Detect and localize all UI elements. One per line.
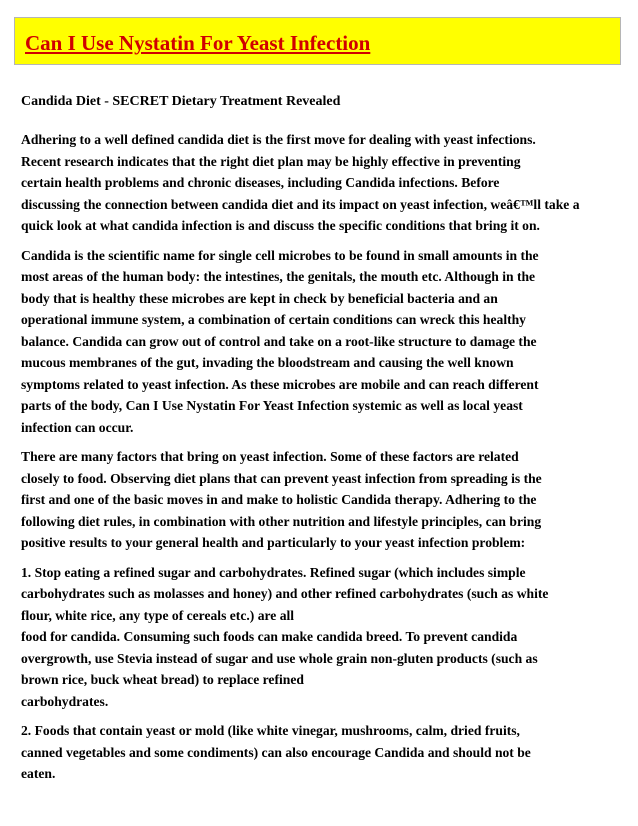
paragraph-line: certain health problems and chronic diseases, including Candida infections. Before [21,175,500,190]
paragraph-line: mucous membranes of the gut, invading the bloodstream and causing the well known [21,355,514,370]
paragraph-line: eaten. [21,766,56,781]
paragraph-line: most areas of the human body: the intestines, the genitals, the mouth etc. Although in the [21,269,536,284]
paragraph-line: following diet rules, in combination with other nutrition and lifestyle principles, can bring [21,513,542,529]
paragraph-list [21,129,638,785]
paragraph-line: parts of the body, Can I Use Nystatin For Yeast Infection systemic as well as local yeast [21,398,523,413]
article-body [21,91,638,793]
paragraph-line: overgrowth, use Stevia instead of sugar and use whole grain non-gluten products (such as [21,650,538,666]
paragraph-line: There are many factors that bring on yeast infection. Some of these factors are related [21,449,519,464]
paragraph-line: brown rice, buck wheat bread) to replace refined [21,672,304,687]
paragraph-line: discussing the connection between candida diet and its impact on yeast infection, weâ€™ll take a [21,196,580,212]
paragraph [21,446,638,554]
paragraph-line: infection can occur. [21,419,134,435]
paragraph [21,245,638,439]
paragraph [21,720,638,785]
paragraph-line: carbohydrates. [21,693,109,709]
paragraph-line: carbohydrates such as molasses and honey) and other refined carbohydrates (such as white [21,586,549,601]
article-subtitle: Candida Diet - SECRET Dietary Treatment Revealed [21,94,341,109]
paragraph-line: Recent research indicates that the right diet plan may be highly effective in preventing [21,153,521,169]
paragraph-line: balance. Candida can grow out of control and take on a root-like structure to damage the [21,333,537,349]
title-bar [14,17,621,65]
paragraph [21,129,638,237]
paragraph-line: positive results to your general health and particularly to your yeast infection problem: [21,535,526,550]
paragraph-line: operational immune system, a combination of certain conditions can wreck this healthy [21,312,526,327]
paragraph-line: first and one of the basic moves in and make to holistic Candida therapy. Adhering to the [21,492,537,507]
paragraph-line: body that is healthy these microbes are kept in check by beneficial bacteria and an [21,290,498,306]
paragraph-line: quick look at what candida infection is and discuss the specific conditions that bring it on. [21,218,540,233]
paragraph-line: canned vegetables and some condiments) can also encourage Candida and should not be [21,744,531,760]
paragraph-line: closely to food. Observing diet plans that can prevent yeast infection from spreading is the [21,470,542,486]
paragraph-line: food for candida. Consuming such foods can make candida breed. To prevent candida [21,629,518,644]
page-title-link[interactable]: Can I Use Nystatin For Yeast Infection [25,31,371,55]
paragraph-line: flour, white rice, any type of cereals etc.) are all [21,607,295,623]
paragraph-line: 2. Foods that contain yeast or mold (like white vinegar, mushrooms, calm, dried fruits, [21,723,520,738]
paragraph-line: Candida is the scientific name for single cell microbes to be found in small amounts in the [21,247,539,263]
paragraph-line: Adhering to a well defined candida diet is the first move for dealing with yeast infections. [21,132,536,147]
paragraph-line: symptoms related to yeast infection. As these microbes are mobile and can reach different [21,376,539,392]
paragraph [21,562,638,713]
paragraph-line: 1. Stop eating a refined sugar and carbohydrates. Refined sugar (which includes simple [21,564,526,580]
